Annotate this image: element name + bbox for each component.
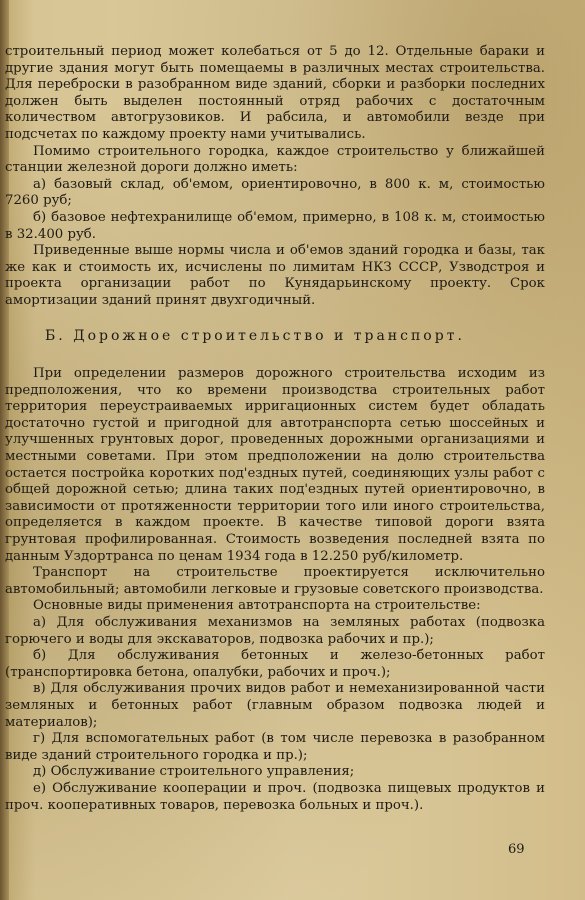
paragraph-5: Транспорт на строительстве проектируется исключительно автомобильный; автомобили легковые и грузовые советского производства.: [5, 565, 545, 597]
list-item: б) Для обслуживания бетонных и железо-бетонных работ (транспортировка бетона, опалубки, рабочих и проч.);: [5, 648, 545, 680]
list-item: е) Обслуживание кооперации и проч. (подвозка пищевых продуктов и проч. кооперативных товаров, перевозка больных и проч.).: [5, 780, 545, 813]
list-item: в) Для обслуживания прочих видов работ и немеханизированной части земляных и бетонных работ (главным образом подвозка людей и материалов);: [5, 681, 545, 730]
list-item: а) Для обслуживания механизмов на земляных работах (подвозка горючего и воды для экскаваторов, подвозка рабочих и пр.);: [5, 615, 545, 647]
paragraph-3: Приведенные выше нормы числа и об'емов зданий городка и базы, так же как и стоимость их, исчислены по лимитам НКЗ СССР, Узводстроя и проекта организации работ по Кунядарьинскому проекту. Срок амортизации зданий принят двухгодичный.: [5, 243, 545, 308]
list-item: г) Для вспомогательных работ (в том числе перевозка в разобранном виде зданий строительного городка и пр.);: [5, 731, 545, 763]
paragraph-6: Основные виды применения автотранспорта на строительстве:: [33, 598, 481, 614]
document-page: [5, 44, 545, 814]
paragraph-1: строительный период может колебаться от 5 до 12. Отдельные бараки и другие здания могут быть помещаемы в различных местах строительства. Для переброски в разобранном виде зданий, сборки и разборки последних должен быть выделен постоянный отряд рабочих с достаточным количеством автогрузовиков. И рабсила, и автомобили везде при подсчетах по каждому проекту нами учитывались.: [5, 44, 545, 142]
section-title: Б. Дорожное строительство и транспорт.: [45, 327, 465, 344]
list-item-b-oil-storage: б) базовое нефтехранилище об'емом, примерно, в 108 к. м, стоимостью в 32.400 руб.: [5, 209, 545, 242]
paragraph-2: Помимо строительного городка, каждое строительство у ближайшей станции железной дороги должно иметь:: [5, 143, 545, 176]
paragraph-4: При определении размеров дорожного строительства исходим из предположения, что ко времени производства строительных работ территория переустраиваемых ирригационных систем будет обладать достаточно густой и пригодной для автотранспорта сетью шоссейных и улучшенных грунтовых дорог, проведенных дорожными организациями и местными советами. При этом предположении на долю строительства остается постройка коротких под'ездных путей, соединяющих узлы работ с общей дорожной сетью; длина таких под'ездных путей ориентировочно, в зависимости от протяженности территории того или иного строительства, определяется в каждом проекте. В качестве типовой дороги взята грунтовая профилированная. Стоимость возведения последней взята по данным Уздортранса по ценам 1934 года в 12.250 руб/километр.: [5, 366, 545, 564]
page-number: 69: [508, 842, 525, 857]
list-item: д) Обслуживание строительного управления;: [33, 764, 355, 780]
list-item-a-warehouse: а) базовый склад, об'емом, ориентировочно, в 800 к. м, стоимостью 7260 руб;: [5, 176, 545, 209]
